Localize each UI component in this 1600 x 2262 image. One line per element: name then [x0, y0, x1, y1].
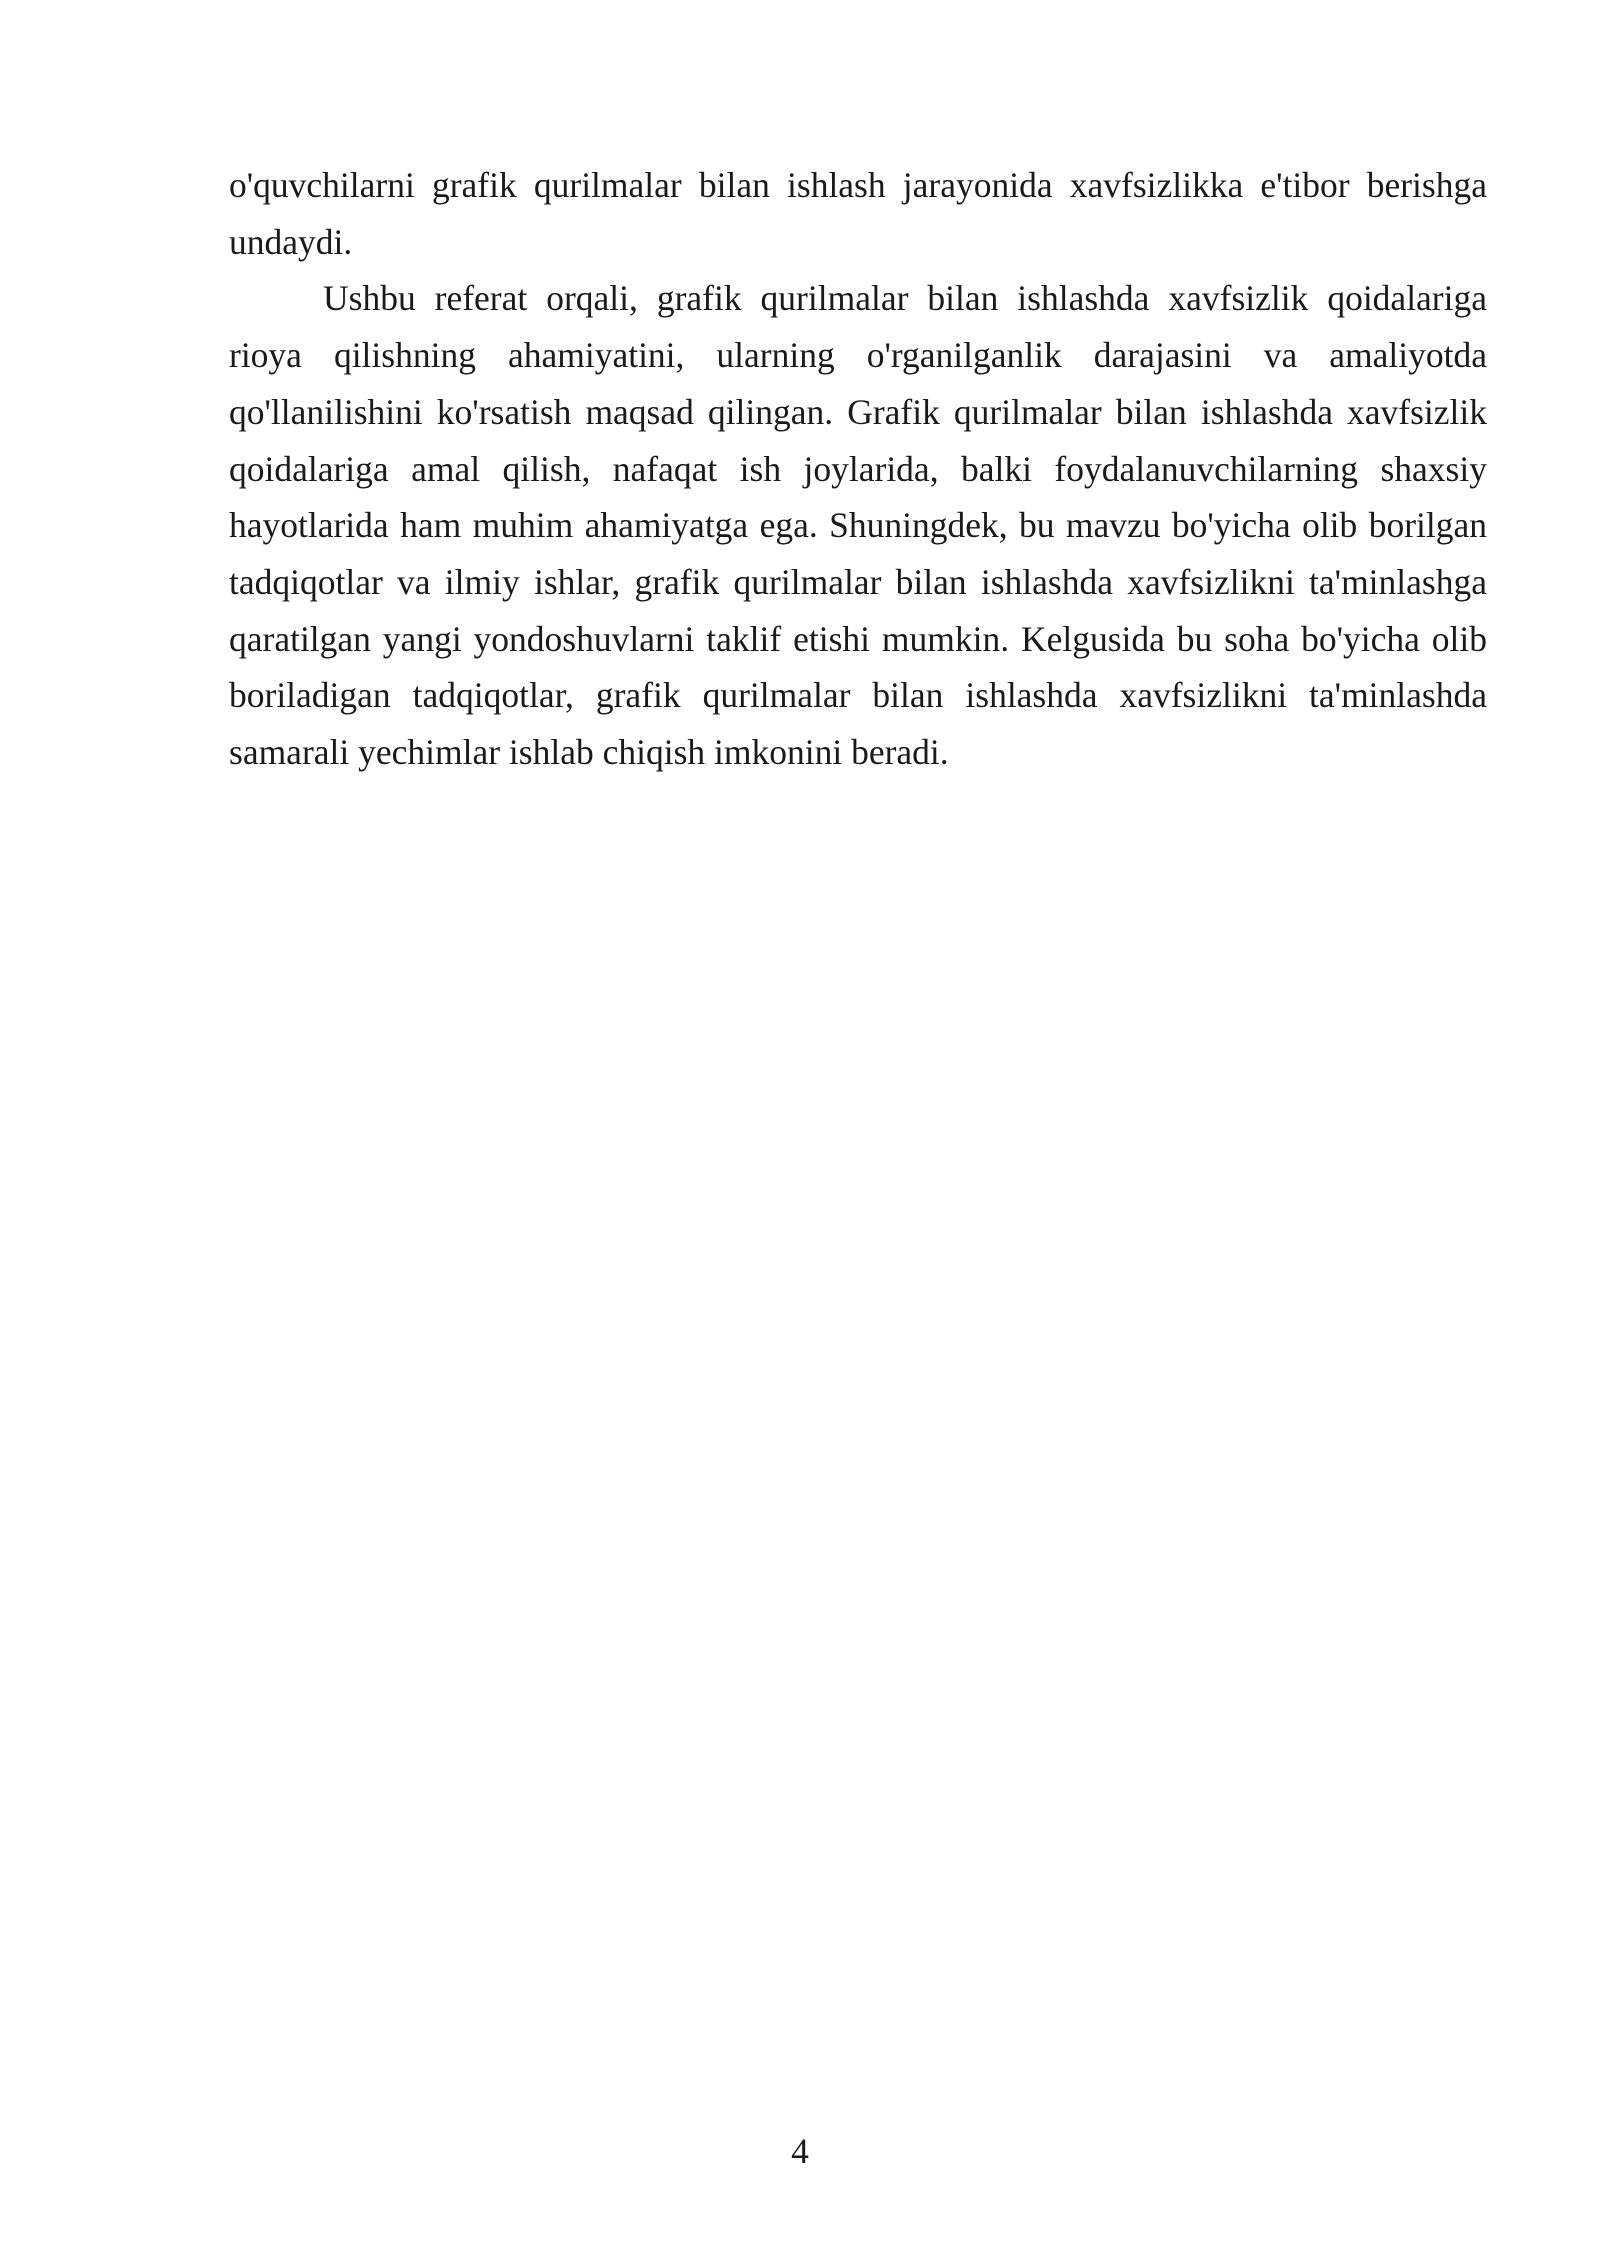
page-number: 4	[791, 2131, 809, 2171]
paragraph-main: Ushbu referat orqali, grafik qurilmalar bilan ishlashda xavfsizlik qoidalariga rioya qilishning ahamiyatini, ularning o'rganilganlik darajasini va amaliyotda qo'llanilishini ko'rsatish maqsad qilingan. Grafik qurilmalar bilan ishlashda xavfsizlik qoidalariga amal qilish, nafaqat ish joylarida, balki foydalanuvchilarning shaxsiy hayotlarida ham muhim ahamiyatga ega. Shuningdek, bu mavzu bo'yicha olib borilgan tadqiqotlar va ilmiy ishlar, grafik qurilmalar bilan ishlashda xavfsizlikni ta'minlashga qaratilgan yangi yondoshuvlarni taklif etishi mumkin. Kelgusida bu soha bo'yicha olib boriladigan tadqiqotlar, grafik qurilmalar bilan ishlashda xavfsizlikni ta'minlashda samarali yechimlar ishlab chiqish imkonini beradi.	[229, 278, 1487, 773]
paragraph-continuation: o'quvchilarni grafik qurilmalar bilan ishlash jarayonida xavfsizlikka e'tibor berishga undaydi.	[229, 165, 1487, 262]
body-text	[229, 157, 1487, 781]
